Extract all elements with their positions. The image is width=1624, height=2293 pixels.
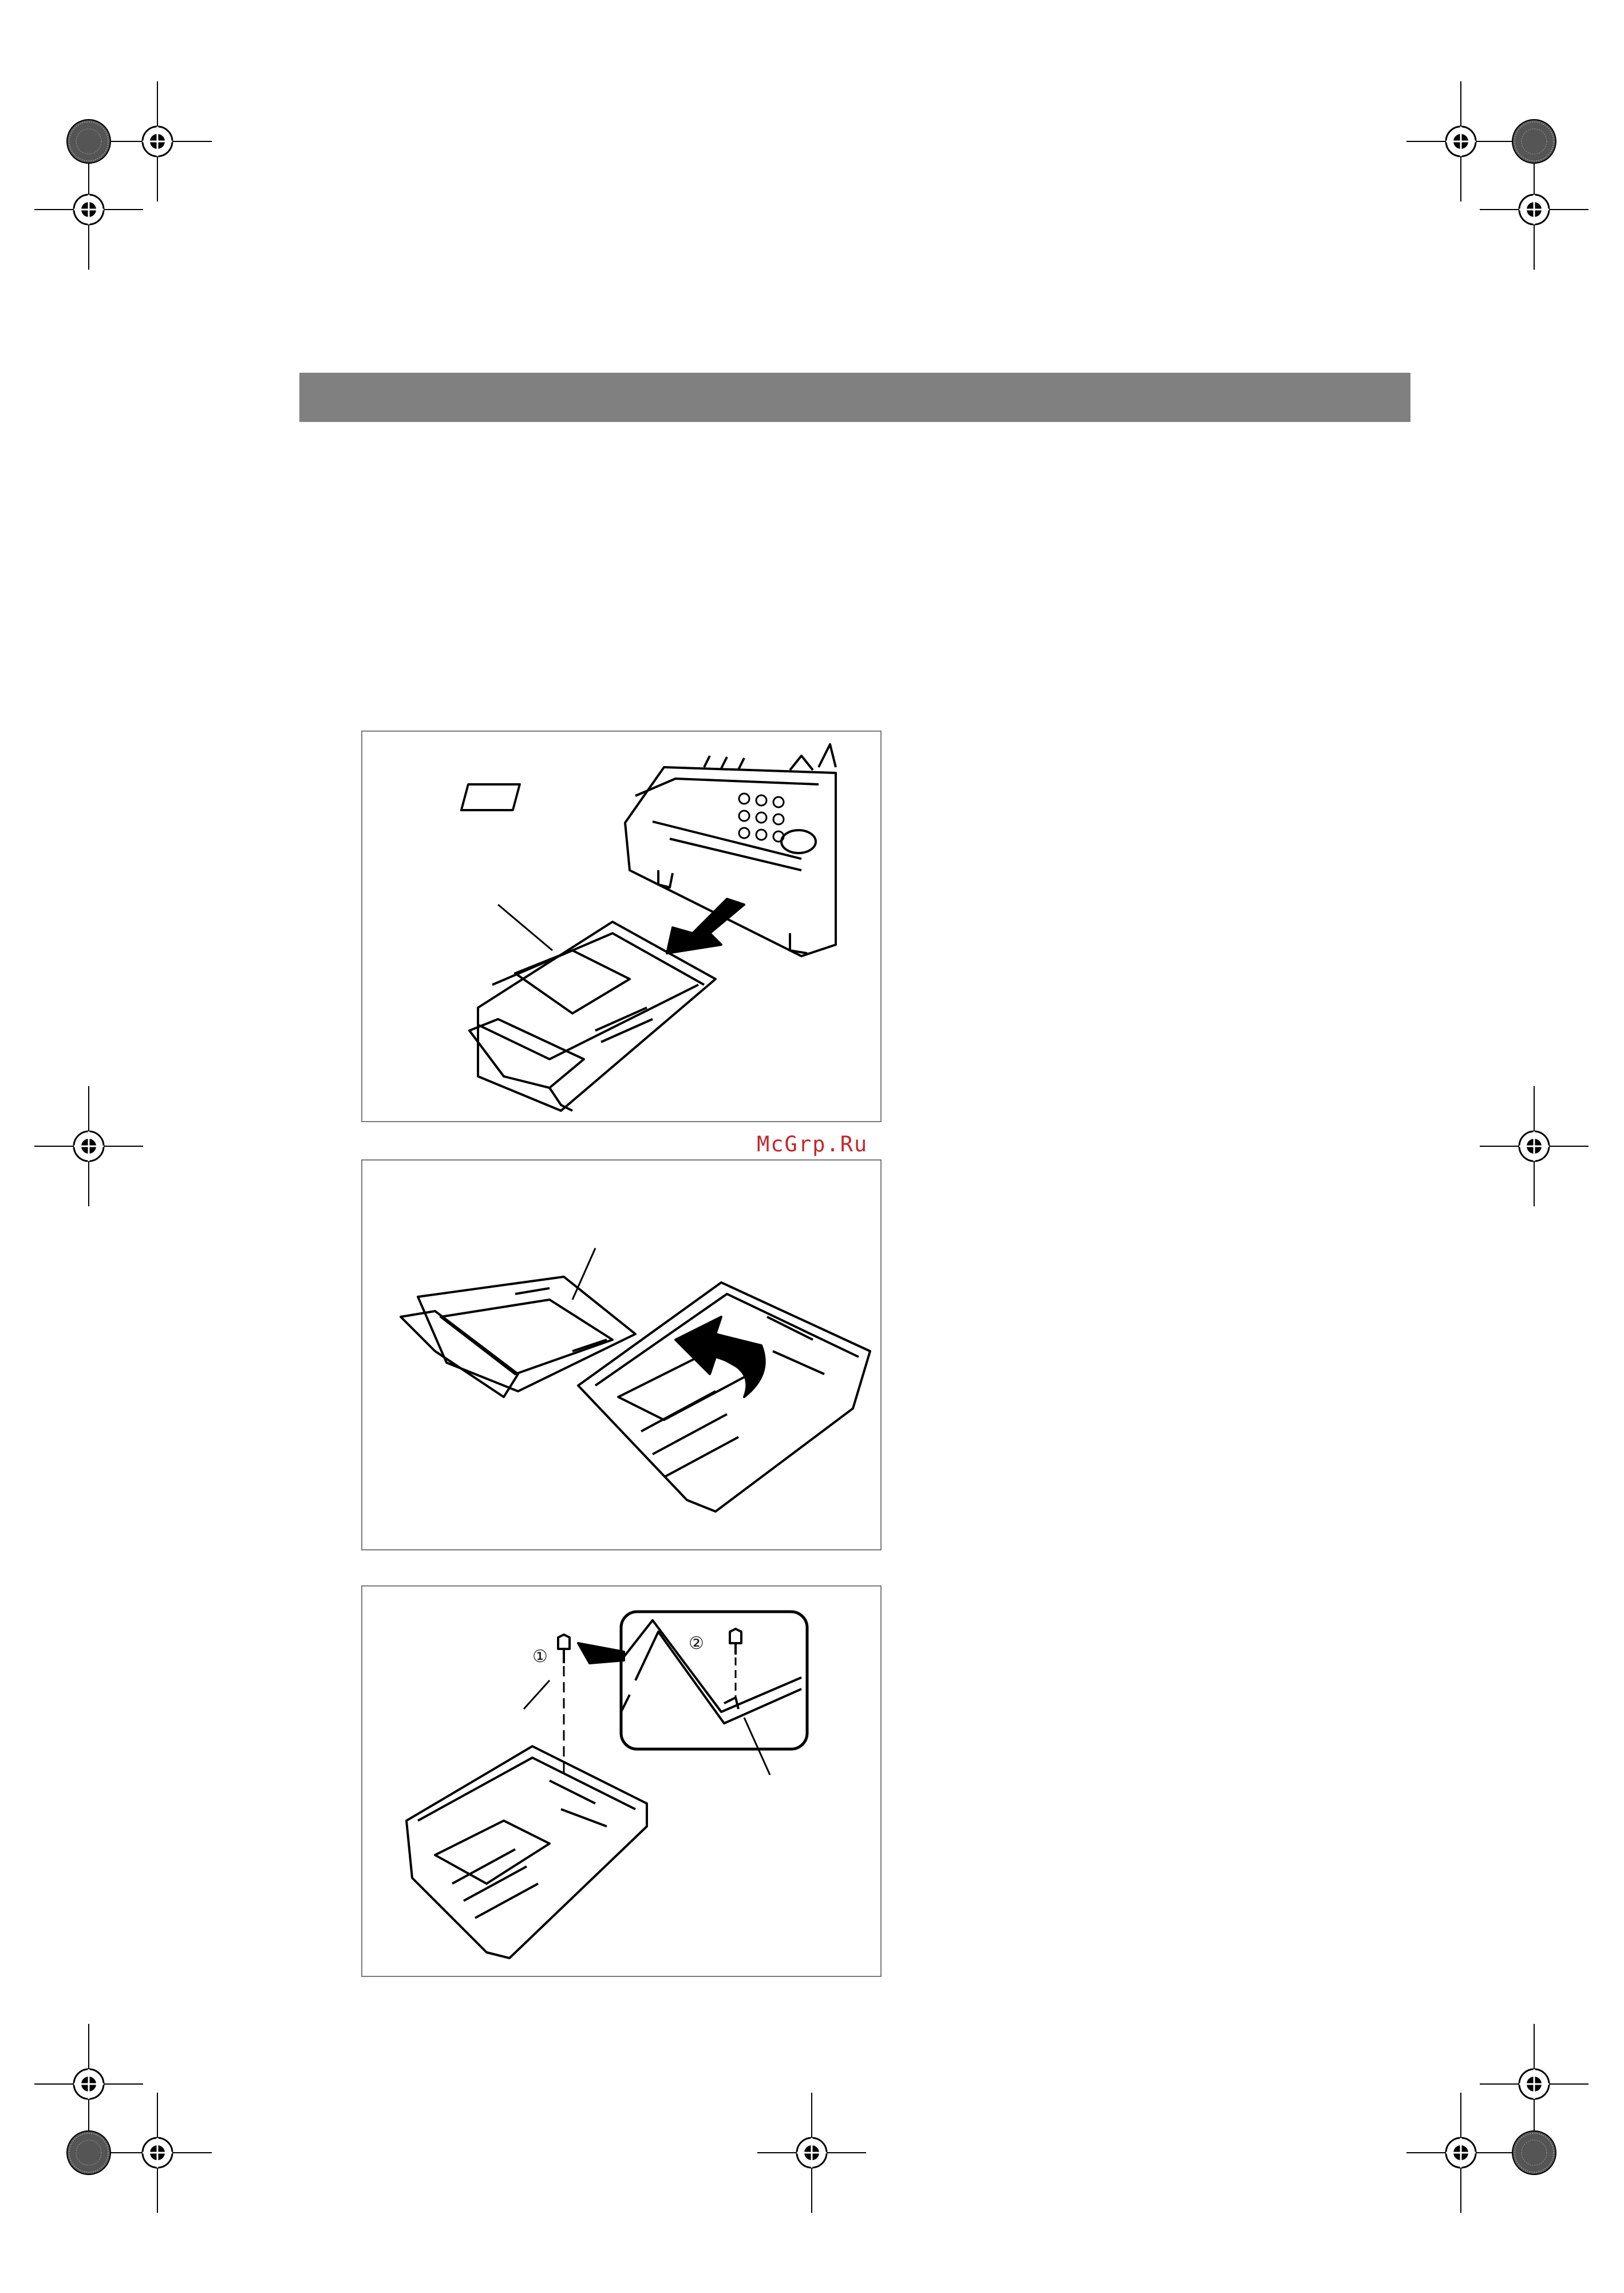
tray-cover-lifted — [401, 1248, 870, 1511]
fax-machine-with-tray-removed — [461, 744, 836, 1111]
tray-with-screws — [406, 1612, 807, 1958]
watermark-text: McGrp.Ru — [757, 1132, 868, 1157]
print-registration-wheel-icon — [67, 120, 1556, 2174]
step-2-callout: ② — [689, 1633, 704, 1653]
crosshair-target-icon — [34, 81, 1589, 2213]
step-1-callout: ① — [532, 1647, 548, 1667]
